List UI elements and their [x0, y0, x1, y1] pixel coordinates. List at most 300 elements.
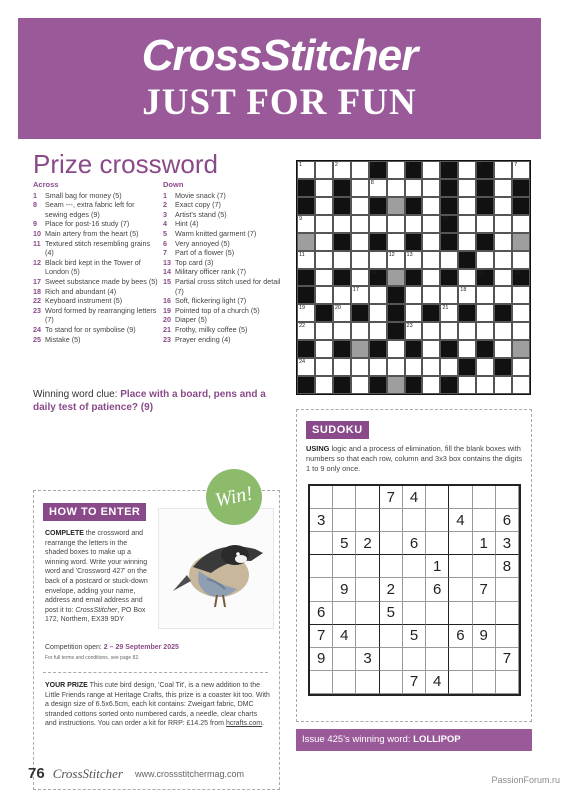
bird-icon: [159, 509, 275, 630]
clue-number: 11: [33, 238, 41, 248]
across-clue: [33, 296, 158, 306]
sudoku-cell[interactable]: [496, 578, 519, 601]
sudoku-cell[interactable]: 6: [403, 532, 426, 555]
crossword-cell[interactable]: [315, 340, 333, 358]
crossword-cell[interactable]: [476, 376, 494, 394]
prize-link[interactable]: hcrafts.com: [225, 720, 263, 728]
clue-text: Place for post-16 study (7): [45, 219, 130, 229]
watermark: PassionForum.ru: [491, 775, 560, 785]
sudoku-cell[interactable]: [380, 509, 403, 532]
black-square: [405, 197, 423, 215]
sudoku-cell[interactable]: 7: [473, 578, 496, 601]
crossword-cell[interactable]: [494, 376, 512, 394]
black-square: [440, 215, 458, 233]
clue-number: 17: [33, 276, 41, 286]
crossword-cell[interactable]: [387, 179, 405, 197]
crossword-cell[interactable]: [315, 251, 333, 269]
crossword-cell[interactable]: [315, 161, 333, 179]
cell-number: 25: [442, 377, 449, 384]
sudoku-cell[interactable]: [473, 602, 496, 625]
sudoku-cell[interactable]: [380, 625, 403, 648]
down-heading: Down: [163, 180, 184, 189]
clue-text: Seam ---, extra fabric left for sewing edges (9): [45, 200, 135, 219]
crossword-cell[interactable]: [315, 179, 333, 197]
crossword-cell[interactable]: [512, 215, 530, 233]
sudoku-cell[interactable]: 6: [496, 509, 519, 532]
crossword-cell[interactable]: [494, 197, 512, 215]
crossword-cell[interactable]: [494, 179, 512, 197]
black-square: [405, 340, 423, 358]
sudoku-cell[interactable]: [380, 555, 403, 578]
crossword-cell[interactable]: [405, 358, 423, 376]
footer-logo: CrossStitcher: [52, 765, 123, 781]
crossword-cell[interactable]: [512, 376, 530, 394]
crossword-cell[interactable]: [315, 322, 333, 340]
crossword-cell[interactable]: [440, 358, 458, 376]
sudoku-cell[interactable]: 7: [380, 486, 403, 509]
black-square: [440, 340, 458, 358]
down-clue: [163, 191, 291, 201]
cell-number: 11: [299, 251, 305, 258]
crossword-cell[interactable]: [351, 215, 369, 233]
sudoku-cell[interactable]: 1: [473, 532, 496, 555]
crossword-cell[interactable]: [297, 322, 315, 340]
how-to-enter-text: COMPLETE the crossword and rearrange the letters in the shaded boxes to make up a winning word. Write your winning word and 'Crossword 427' on the back of a postcard or stuck-down envelope, adding your name, address and email address and post it to: CrossStitcher, PO Box 172, Northem, EX39 9DY: [45, 530, 148, 624]
sudoku-cell[interactable]: [449, 602, 472, 625]
crossword-cell[interactable]: [333, 161, 351, 179]
crossword-cell[interactable]: [333, 322, 351, 340]
down-clue: [163, 229, 291, 239]
crossword-cell[interactable]: [405, 322, 423, 340]
crossword-cell[interactable]: [440, 251, 458, 269]
sudoku-cell[interactable]: [333, 486, 356, 509]
black-square: [405, 269, 423, 287]
sudoku-cell[interactable]: [380, 648, 403, 671]
crossword-cell[interactable]: [440, 322, 458, 340]
sudoku-cell[interactable]: [333, 648, 356, 671]
shaded-square[interactable]: [351, 340, 369, 358]
black-square: [387, 304, 405, 322]
sudoku-cell[interactable]: [449, 648, 472, 671]
clue-text: Textured stitch resembling grains (4): [45, 238, 151, 258]
crossword-cell[interactable]: [458, 376, 476, 394]
sudoku-cell[interactable]: [333, 602, 356, 625]
crossword-cell[interactable]: [351, 233, 369, 251]
win-badge: Win!: [201, 464, 267, 530]
shaded-square[interactable]: [387, 376, 405, 394]
crossword-cell[interactable]: [476, 215, 494, 233]
black-square: [369, 161, 387, 179]
crossword-cell[interactable]: [315, 358, 333, 376]
down-clue: [163, 210, 291, 220]
crossword-cell[interactable]: [458, 340, 476, 358]
sudoku-cell[interactable]: [449, 555, 472, 578]
crossword-cell[interactable]: [494, 269, 512, 287]
clue-number: 20: [163, 315, 171, 325]
across-clue: [33, 306, 158, 325]
crossword-cell[interactable]: [422, 286, 440, 304]
across-clue: [33, 258, 158, 277]
sudoku-cell[interactable]: 7: [310, 625, 333, 648]
sudoku-cell[interactable]: [356, 578, 379, 601]
black-square: [512, 179, 530, 197]
sudoku-cell[interactable]: [380, 671, 403, 694]
clue-number: 21: [163, 324, 171, 334]
crossword-cell[interactable]: [422, 376, 440, 394]
sudoku-cell[interactable]: [310, 578, 333, 601]
crossword-cell[interactable]: [494, 251, 512, 269]
crossword-cell[interactable]: [422, 269, 440, 287]
sudoku-cell[interactable]: [356, 509, 379, 532]
crossword-cell[interactable]: [333, 286, 351, 304]
sudoku-cell[interactable]: [403, 555, 426, 578]
sudoku-cell[interactable]: [333, 555, 356, 578]
crossword-cell[interactable]: [369, 251, 387, 269]
sudoku-cell[interactable]: 2: [356, 532, 379, 555]
sudoku-cell[interactable]: 7: [496, 648, 519, 671]
sudoku-cell[interactable]: [473, 648, 496, 671]
sudoku-cell[interactable]: 6: [449, 625, 472, 648]
cell-number: 9: [299, 215, 303, 222]
clue-number: 12: [33, 257, 41, 267]
sudoku-cell[interactable]: [310, 486, 333, 509]
cell-number: 6: [478, 162, 482, 168]
across-clue: [33, 200, 158, 219]
crossword-cell[interactable]: [405, 304, 423, 322]
crossword-cell[interactable]: [315, 197, 333, 215]
black-square: [297, 376, 315, 394]
crossword-cell[interactable]: [333, 215, 351, 233]
clue-text: Top card (3): [175, 257, 214, 267]
crossword-cell[interactable]: [297, 358, 315, 376]
crossword-cell[interactable]: [333, 251, 351, 269]
shaded-square[interactable]: [297, 233, 315, 251]
crossword-cell[interactable]: [351, 197, 369, 215]
crossword-cell[interactable]: [387, 215, 405, 233]
across-clue: [33, 325, 158, 335]
crossword-cell[interactable]: [315, 286, 333, 304]
sudoku-cell[interactable]: [310, 555, 333, 578]
crossword-cell[interactable]: [422, 340, 440, 358]
crossword-cell[interactable]: [422, 161, 440, 179]
sudoku-cell[interactable]: [449, 578, 472, 601]
crossword-cell[interactable]: [369, 304, 387, 322]
sudoku-cell[interactable]: [333, 509, 356, 532]
cell-number: 24: [299, 359, 306, 366]
competition-dates: Competition open: 2 – 29 September 2025: [45, 644, 179, 651]
crossword-cell[interactable]: [351, 286, 369, 304]
shaded-square[interactable]: [512, 233, 530, 251]
crossword-cell[interactable]: [387, 251, 405, 269]
crossword-cell[interactable]: [458, 269, 476, 287]
sudoku-cell[interactable]: 9: [310, 648, 333, 671]
sudoku-cell[interactable]: [403, 648, 426, 671]
black-square: [333, 197, 351, 215]
down-clues: [163, 180, 291, 344]
crossword-cell[interactable]: [476, 304, 494, 322]
crossword-cell[interactable]: [458, 179, 476, 197]
sudoku-cell[interactable]: [473, 486, 496, 509]
crossword-cell[interactable]: [405, 179, 423, 197]
crossword-cell[interactable]: [494, 215, 512, 233]
black-square: [405, 161, 423, 179]
sudoku-cell[interactable]: [403, 509, 426, 532]
sudoku-cell[interactable]: [473, 671, 496, 694]
sudoku-cell[interactable]: 1: [426, 555, 449, 578]
clue-number: 22: [33, 296, 41, 306]
crossword-cell[interactable]: [494, 340, 512, 358]
sudoku-cell[interactable]: [496, 625, 519, 648]
down-clue: [163, 239, 291, 249]
sudoku-cell[interactable]: [426, 486, 449, 509]
clue-number: 23: [33, 305, 41, 315]
crossword-cell[interactable]: [458, 161, 476, 179]
crossword-cell[interactable]: [512, 161, 530, 179]
crossword-cell[interactable]: [351, 179, 369, 197]
crossword-cell[interactable]: [494, 322, 512, 340]
sudoku-cell[interactable]: 4: [449, 509, 472, 532]
black-square: [315, 304, 333, 322]
black-square: [476, 233, 494, 251]
across-clue: [33, 219, 158, 229]
crossword-cell[interactable]: [315, 376, 333, 394]
crossword-cell[interactable]: [351, 358, 369, 376]
crossword-cell[interactable]: [369, 286, 387, 304]
crossword-cell[interactable]: [476, 358, 494, 376]
sudoku-cell[interactable]: [380, 532, 403, 555]
down-clue: [163, 258, 291, 268]
black-square: [297, 269, 315, 287]
sudoku-cell[interactable]: [496, 486, 519, 509]
sudoku-cell[interactable]: [403, 578, 426, 601]
sudoku-cell[interactable]: [356, 555, 379, 578]
clue-number: 23: [163, 334, 171, 344]
sudoku-cell[interactable]: [496, 602, 519, 625]
crossword-cell[interactable]: [422, 358, 440, 376]
black-square: [458, 251, 476, 269]
black-square: [369, 233, 387, 251]
sudoku-grid[interactable]: [308, 484, 521, 696]
sudoku-cell[interactable]: [333, 671, 356, 694]
sudoku-cell[interactable]: [496, 671, 519, 694]
black-square: [494, 304, 512, 322]
black-square: [476, 269, 494, 287]
cell-number: 19: [299, 305, 306, 312]
sudoku-cell[interactable]: 8: [496, 555, 519, 578]
crossword-cell[interactable]: [440, 286, 458, 304]
crossword-cell[interactable]: [369, 322, 387, 340]
crossword-cell[interactable]: [297, 251, 315, 269]
black-square: [369, 269, 387, 287]
crossword-cell[interactable]: [315, 215, 333, 233]
sudoku-cell[interactable]: [426, 602, 449, 625]
crossword-cell[interactable]: [351, 269, 369, 287]
sudoku-cell[interactable]: [356, 625, 379, 648]
crossword-cell[interactable]: [351, 322, 369, 340]
black-square: [297, 179, 315, 197]
sudoku-cell[interactable]: 9: [473, 625, 496, 648]
sudoku-cell[interactable]: 5: [403, 625, 426, 648]
cell-number: 10: [442, 215, 449, 222]
clue-text: Rich and abundant (4): [45, 286, 117, 296]
cell-number: 12: [388, 251, 395, 258]
across-clue: [33, 229, 158, 239]
crossword-cell[interactable]: [369, 179, 387, 197]
crossword-cell[interactable]: [369, 215, 387, 233]
cell-number: 15: [478, 269, 485, 276]
crossword-cell[interactable]: [512, 251, 530, 269]
clue-number: 1: [33, 190, 37, 200]
black-square: [351, 304, 369, 322]
crossword-cell[interactable]: [387, 233, 405, 251]
sudoku-cell[interactable]: 3: [496, 532, 519, 555]
black-square: [440, 376, 458, 394]
black-square: [297, 197, 315, 215]
crossword-cell[interactable]: [297, 215, 315, 233]
how-to-enter-heading: HOW TO ENTER: [43, 503, 146, 521]
clue-number: 25: [33, 334, 41, 344]
crossword-cell[interactable]: [476, 322, 494, 340]
crossword-cell[interactable]: [405, 215, 423, 233]
crossword-cell[interactable]: [422, 197, 440, 215]
sudoku-cell[interactable]: [356, 671, 379, 694]
sudoku-cell[interactable]: [310, 671, 333, 694]
cell-number: 14: [370, 269, 377, 276]
sudoku-cell[interactable]: [426, 509, 449, 532]
crossword-cell[interactable]: [512, 304, 530, 322]
clue-number: 3: [163, 209, 167, 219]
website-url[interactable]: www.crossstitchermag.com: [135, 768, 245, 779]
crossword-cell[interactable]: [405, 251, 423, 269]
sudoku-cell[interactable]: [449, 486, 472, 509]
crossword-cell[interactable]: [405, 286, 423, 304]
crossword-cell[interactable]: [422, 215, 440, 233]
sudoku-cell[interactable]: [356, 602, 379, 625]
crossword-cell[interactable]: [494, 286, 512, 304]
shaded-square[interactable]: [387, 197, 405, 215]
sudoku-cell[interactable]: [449, 671, 472, 694]
sudoku-cell[interactable]: 2: [380, 578, 403, 601]
crossword-cell[interactable]: [422, 322, 440, 340]
cell-number: 1: [299, 162, 303, 168]
crossword-cell[interactable]: [297, 304, 315, 322]
crossword-cell[interactable]: [458, 322, 476, 340]
crossword-cell[interactable]: [333, 358, 351, 376]
cell-number: 16: [514, 269, 521, 276]
clue-number: 9: [33, 219, 37, 229]
sudoku-cell[interactable]: 7: [403, 671, 426, 694]
black-square: [494, 358, 512, 376]
sudoku-heading: SUDOKU: [306, 421, 369, 439]
crossword-cell[interactable]: [422, 233, 440, 251]
clue-text: Hint (4): [175, 219, 199, 229]
black-square: [476, 161, 494, 179]
across-heading: Across: [33, 180, 59, 189]
crossword-cell[interactable]: [476, 286, 494, 304]
sudoku-cell[interactable]: 9: [333, 578, 356, 601]
sudoku-cell[interactable]: 6: [310, 602, 333, 625]
clue-text: Word formed by rearranging letters (7): [45, 305, 157, 325]
sudoku-cell[interactable]: [449, 532, 472, 555]
clue-text: Main artery from the heart (5): [45, 228, 139, 238]
crossword-cell[interactable]: [458, 233, 476, 251]
black-square: [369, 197, 387, 215]
black-square: [476, 197, 494, 215]
crossword-cell[interactable]: [512, 322, 530, 340]
cell-number: 7: [514, 162, 518, 168]
crossword-cell[interactable]: [315, 233, 333, 251]
sudoku-cell[interactable]: 4: [403, 486, 426, 509]
crossword-cell[interactable]: [458, 286, 476, 304]
crossword-cell[interactable]: [512, 286, 530, 304]
sudoku-cell[interactable]: 3: [356, 648, 379, 671]
crossword-cell[interactable]: [315, 269, 333, 287]
sudoku-cell[interactable]: [426, 532, 449, 555]
sudoku-cell[interactable]: 4: [333, 625, 356, 648]
crossword-cell[interactable]: [387, 340, 405, 358]
crossword-cell[interactable]: [512, 358, 530, 376]
sudoku-cell[interactable]: [426, 648, 449, 671]
down-clue: [163, 335, 291, 345]
cell-number: 3: [370, 162, 374, 168]
crossword-cell[interactable]: [440, 304, 458, 322]
sudoku-cell[interactable]: [356, 486, 379, 509]
sudoku-cell[interactable]: [403, 602, 426, 625]
crossword-cell[interactable]: [458, 215, 476, 233]
previous-winning-word: Issue 425's winning word: LOLLIPOP: [296, 729, 532, 751]
crossword-cell[interactable]: [458, 197, 476, 215]
sudoku-cell[interactable]: [473, 509, 496, 532]
prize-text: YOUR PRIZE This cute bird design, 'Coal Tit', is a new addition to the Little Friends range at Heritage Crafts, this prize is a coaster kit too. With a design size of 6.5x6.5cm, each kit contains: Zweigart fabric, DMC stranded cottons sorted onto numbered cards, a needle, clear charts and instructions. You can order a kit for RRP: £14.25 from hcrafts.com.: [45, 682, 270, 728]
black-square: [512, 197, 530, 215]
crossword-cell[interactable]: [333, 304, 351, 322]
crossword-cell[interactable]: [297, 161, 315, 179]
crossword-cell[interactable]: [351, 376, 369, 394]
sudoku-cell[interactable]: 5: [380, 602, 403, 625]
sudoku-cell[interactable]: 6: [426, 578, 449, 601]
clue-number: 15: [163, 276, 171, 286]
sudoku-cell[interactable]: 4: [426, 671, 449, 694]
crossword-cell[interactable]: [369, 358, 387, 376]
sudoku-cell[interactable]: 5: [333, 532, 356, 555]
black-square: [405, 233, 423, 251]
shaded-square[interactable]: [387, 269, 405, 287]
across-clue: [33, 239, 158, 258]
sudoku-cell[interactable]: [473, 555, 496, 578]
crossword-cell[interactable]: [387, 161, 405, 179]
crossword-cell[interactable]: [351, 161, 369, 179]
across-clue: [33, 277, 158, 287]
clue-text: Warm knitted garment (7): [175, 228, 257, 238]
crossword-cell[interactable]: [422, 251, 440, 269]
coal-tit-kit-image: [158, 508, 274, 629]
crossword-cell[interactable]: [422, 179, 440, 197]
across-clue: [33, 335, 158, 345]
crossword-cell[interactable]: [494, 161, 512, 179]
crossword-cell[interactable]: [351, 251, 369, 269]
shaded-square[interactable]: [512, 340, 530, 358]
crossword-grid[interactable]: [296, 160, 531, 395]
crossword-cell[interactable]: [494, 233, 512, 251]
crossword-cell[interactable]: [476, 251, 494, 269]
clue-text: Very annoyed (5): [175, 238, 230, 248]
crossword-cell[interactable]: [387, 358, 405, 376]
down-clue: [163, 248, 291, 258]
sudoku-cell[interactable]: 3: [310, 509, 333, 532]
black-square: [333, 233, 351, 251]
sudoku-cell[interactable]: [310, 532, 333, 555]
sudoku-cell[interactable]: [426, 625, 449, 648]
